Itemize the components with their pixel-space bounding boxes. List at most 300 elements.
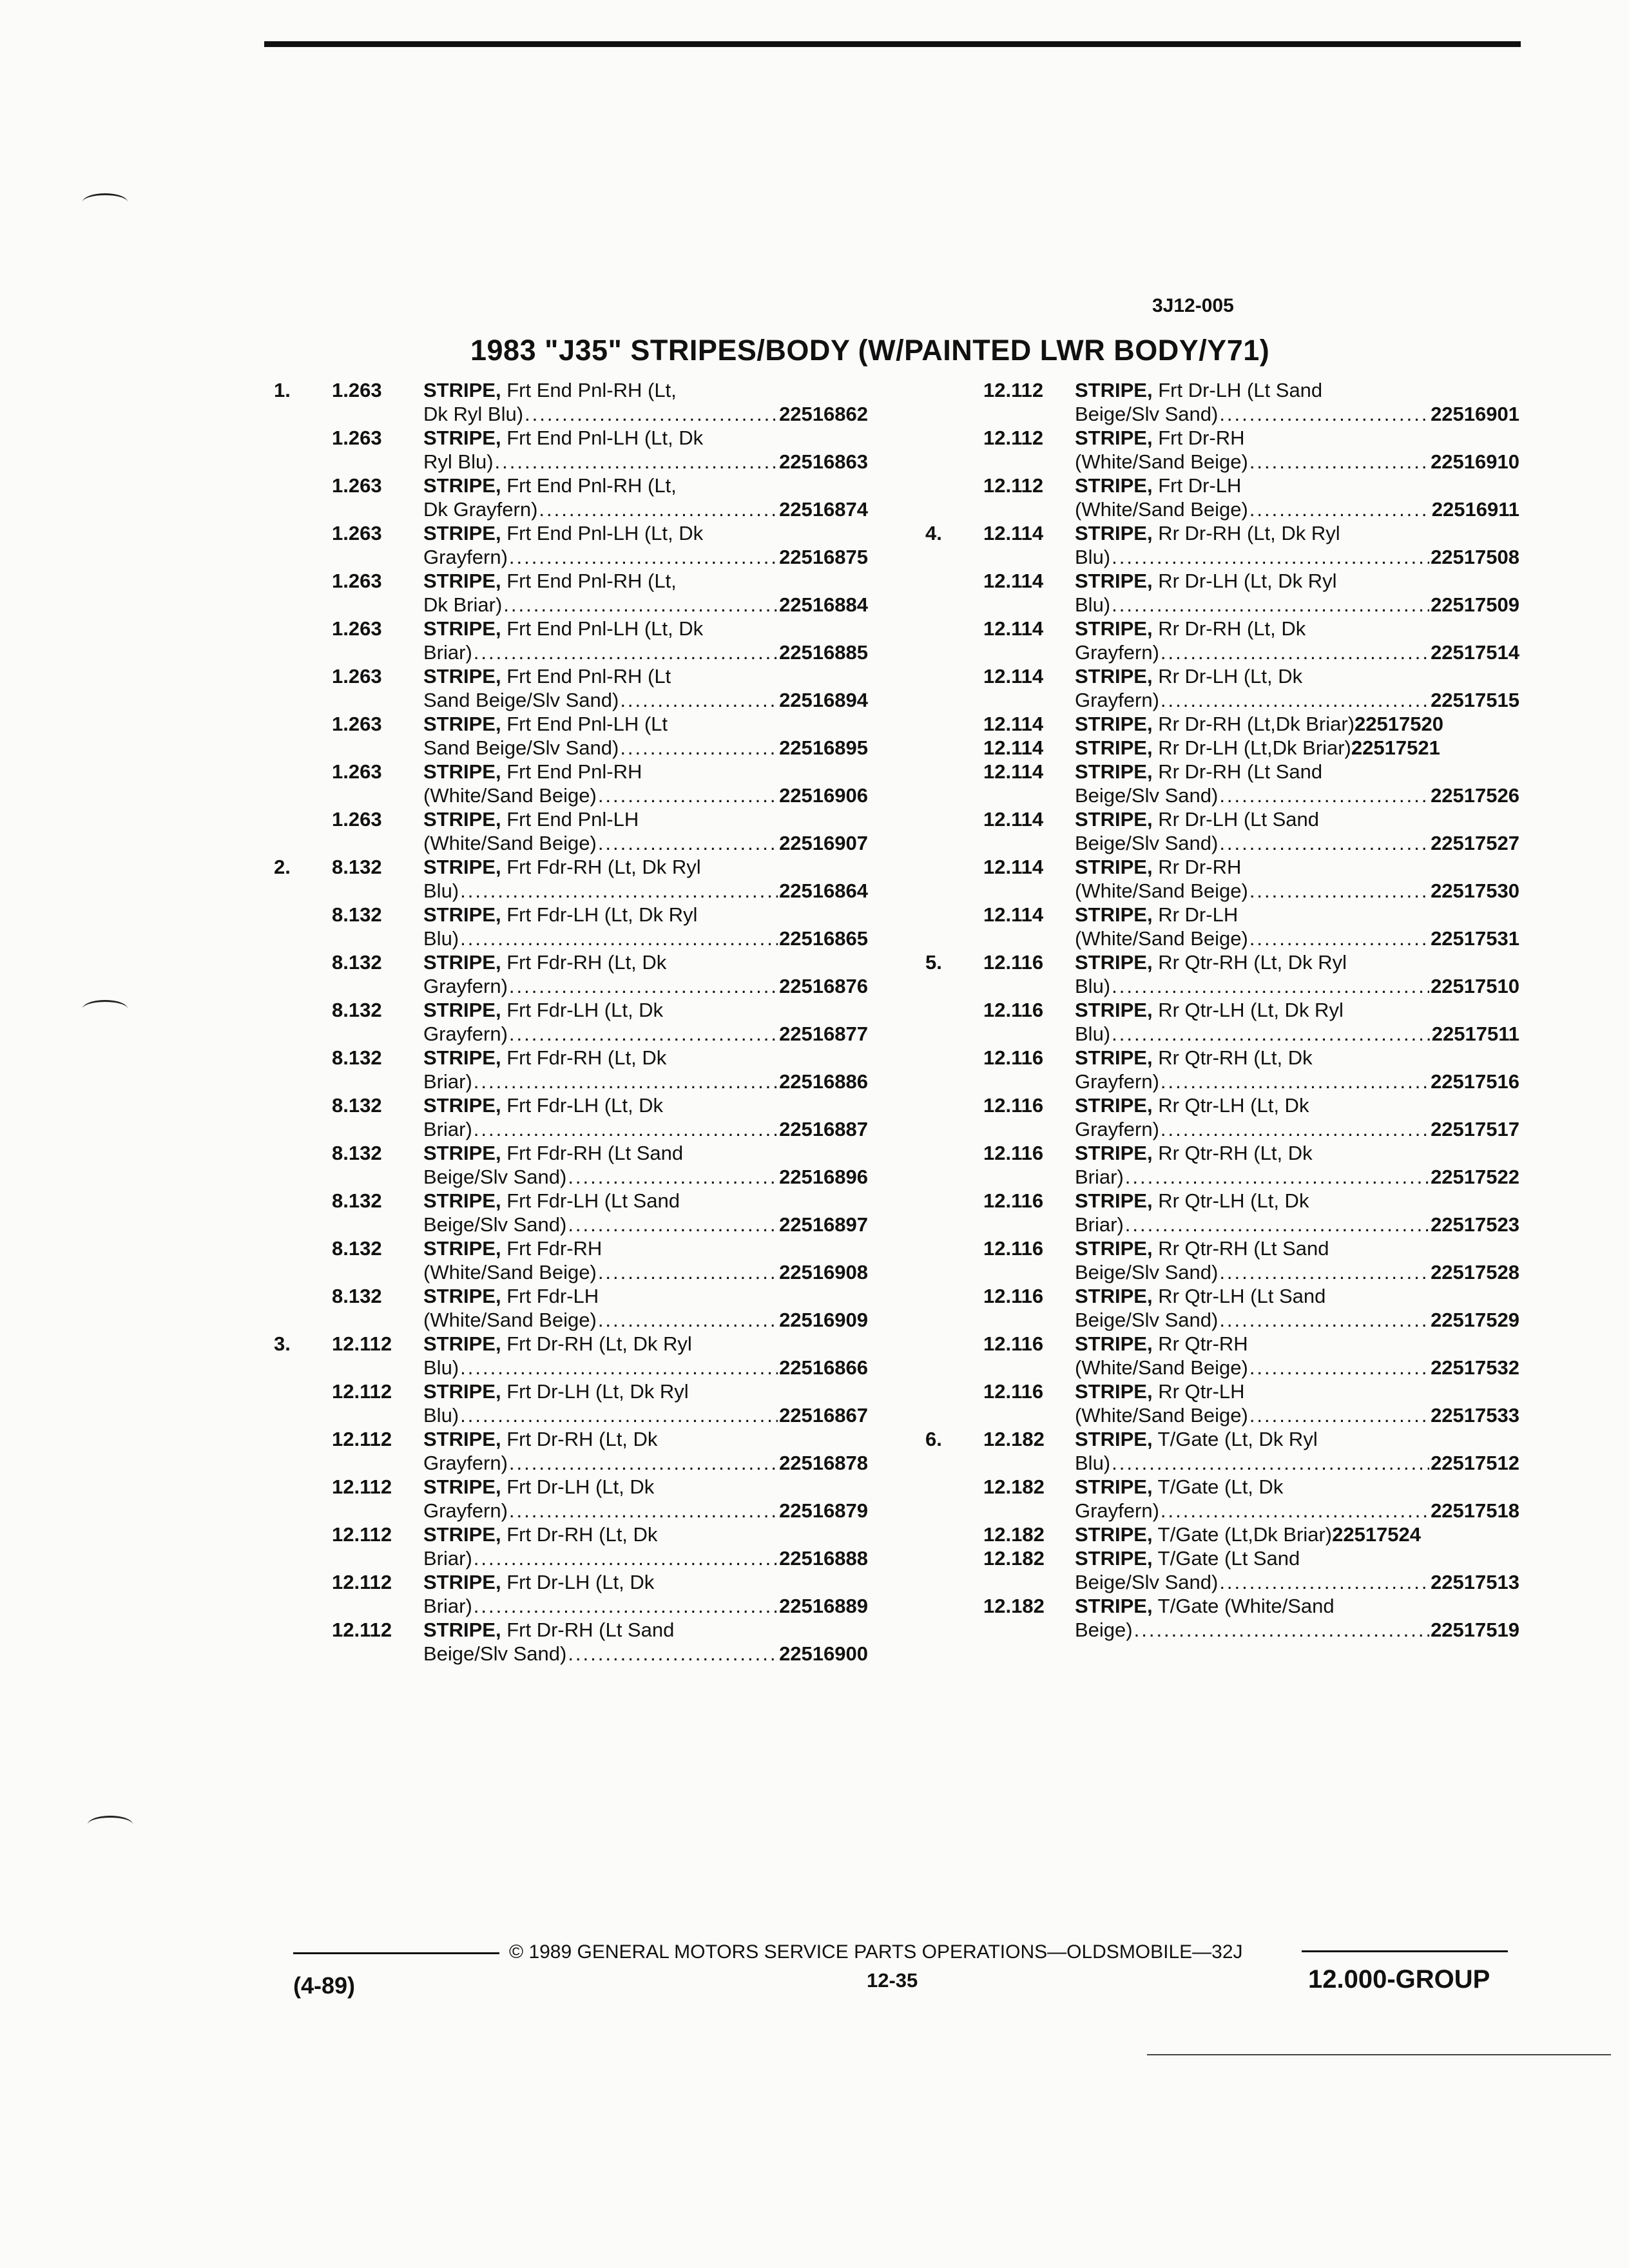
description-continued: Blu)	[423, 879, 459, 902]
part-name: STRIPE,	[423, 1571, 501, 1593]
parts-row	[274, 426, 892, 474]
parts-row	[925, 617, 1544, 664]
description-line	[423, 1403, 868, 1427]
part-name: STRIPE,	[1075, 1595, 1153, 1617]
description	[423, 521, 784, 545]
parts-row	[274, 569, 892, 617]
dot-leader	[509, 545, 778, 569]
description	[1075, 1523, 1332, 1546]
callout-number: 1.	[274, 379, 291, 401]
description-line	[423, 1165, 868, 1189]
description	[423, 903, 784, 927]
description	[423, 1379, 784, 1403]
part-number: 22516895	[779, 736, 868, 759]
description-text: T/Gate (Lt, Dk	[1157, 1475, 1284, 1498]
part-name: STRIPE,	[423, 1046, 501, 1069]
description	[423, 1475, 784, 1499]
description-line	[423, 640, 868, 664]
part-name: STRIPE,	[1075, 808, 1153, 831]
part-name: STRIPE,	[1075, 617, 1153, 640]
parts-row	[925, 426, 1544, 474]
dot-leader	[1112, 1022, 1431, 1046]
part-number: 22516901	[1431, 403, 1519, 425]
description	[1075, 1046, 1436, 1070]
parts-row	[274, 1523, 892, 1570]
part-number: 22516894	[779, 689, 868, 711]
description-line	[423, 688, 868, 712]
description-text: Frt Dr-RH (Lt, Dk Ryl	[506, 1332, 692, 1355]
description-text: Frt Fdr-LH (Lt, Dk Ryl	[506, 903, 698, 926]
description-continued: Beige/Slv Sand)	[423, 1166, 567, 1188]
description-line	[1075, 640, 1519, 664]
part-name: STRIPE,	[1075, 999, 1153, 1021]
parts-row	[274, 378, 892, 426]
description-line	[1075, 497, 1519, 521]
dot-leader	[1219, 1308, 1429, 1332]
part-number: 22516862	[779, 403, 868, 425]
description-text: Rr Dr-LH	[1158, 903, 1239, 926]
parts-row	[274, 1236, 892, 1284]
parts-row	[274, 1427, 892, 1475]
description-text: Frt Dr-RH (Lt, Dk	[506, 1523, 658, 1546]
dot-leader	[1219, 831, 1429, 855]
parts-row	[925, 664, 1544, 712]
part-name: STRIPE,	[1075, 713, 1153, 735]
parts-row	[274, 1379, 892, 1427]
description-continued: Grayfern)	[423, 1452, 508, 1474]
parts-row	[274, 1475, 892, 1523]
dot-leader	[1249, 1403, 1429, 1427]
parts-row	[274, 807, 892, 855]
part-number: 22517509	[1431, 593, 1519, 616]
description-continued: Sand Beige/Slv Sand)	[423, 736, 619, 759]
part-name: STRIPE,	[1075, 1332, 1153, 1355]
figure-number: 12.182	[983, 1547, 1045, 1570]
description-text: Rr Qtr-RH (Lt, Dk	[1158, 1142, 1313, 1164]
part-name: STRIPE,	[423, 617, 501, 640]
part-number: 22517522	[1431, 1166, 1519, 1188]
parts-row	[274, 1141, 892, 1189]
description-line	[423, 736, 868, 760]
description	[1075, 998, 1436, 1022]
description-line	[1075, 712, 1519, 736]
parts-row	[925, 521, 1544, 569]
description	[1075, 1475, 1436, 1499]
part-name: STRIPE,	[1075, 379, 1153, 401]
description-text: Frt End Pnl-LH	[506, 808, 639, 831]
figure-number: 12.114	[983, 713, 1044, 735]
part-number: 22517516	[1431, 1070, 1519, 1093]
description-line	[423, 545, 868, 569]
description-text: Frt End Pnl-RH (Lt,	[506, 474, 677, 497]
description	[423, 712, 784, 736]
part-number: 22516875	[779, 546, 868, 568]
part-name: STRIPE,	[423, 1332, 501, 1355]
description-text: Frt End Pnl-RH (Lt	[506, 665, 671, 687]
description	[1075, 1189, 1436, 1213]
part-name: STRIPE,	[423, 570, 501, 592]
description	[1075, 1594, 1436, 1618]
description-line	[1075, 402, 1519, 426]
description-continued: (White/Sand Beige)	[1075, 1356, 1248, 1379]
description-line	[423, 402, 868, 426]
description-line	[1075, 1499, 1519, 1523]
description-text: Rr Qtr-RH	[1158, 1332, 1248, 1355]
description-text: Frt Dr-LH (Lt, Dk Ryl	[506, 1380, 689, 1403]
part-name: STRIPE,	[423, 951, 501, 974]
part-name: STRIPE,	[423, 1428, 501, 1450]
description-line	[423, 1308, 868, 1332]
part-number: 22517513	[1431, 1571, 1519, 1593]
description-text: Frt Fdr-RH (Lt, Dk Ryl	[506, 856, 701, 878]
part-number: 22517512	[1431, 1452, 1519, 1474]
description-line	[423, 1070, 868, 1093]
parts-row	[925, 1546, 1544, 1594]
description-text: Frt End Pnl-LH (Lt	[506, 713, 668, 735]
description-continued: Ryl Blu)	[423, 450, 494, 473]
description	[423, 617, 784, 640]
figure-number: 12.116	[983, 1046, 1044, 1069]
part-name: STRIPE,	[423, 474, 501, 497]
description-continued: (White/Sand Beige)	[1075, 879, 1248, 902]
description-line	[423, 927, 868, 950]
parts-row	[925, 950, 1544, 998]
description-line	[1075, 1213, 1519, 1236]
description-line	[423, 974, 868, 998]
description-continued: (White/Sand Beige)	[1075, 927, 1248, 950]
figure-number: 12.112	[332, 1571, 392, 1593]
description-text: Frt End Pnl-LH (Lt, Dk	[506, 427, 704, 449]
dot-leader	[503, 593, 778, 617]
part-number: 22517530	[1431, 879, 1519, 902]
figure-number: 8.132	[332, 903, 382, 926]
part-number: 22517520	[1354, 713, 1443, 735]
description-text: Frt Dr-LH	[1158, 474, 1242, 497]
figure-number: 12.114	[983, 570, 1044, 592]
part-name: STRIPE,	[1075, 951, 1153, 974]
figure-number: 12.116	[983, 1189, 1044, 1212]
part-name: STRIPE,	[423, 903, 501, 926]
margin-mark	[82, 193, 128, 211]
description-text: Rr Qtr-LH (Lt, Dk Ryl	[1158, 999, 1344, 1021]
description-text: Rr Qtr-RH (Lt Sand	[1158, 1237, 1329, 1260]
margin-mark	[82, 1000, 128, 1017]
parts-row	[274, 664, 892, 712]
description-line	[1075, 1618, 1519, 1642]
part-name: STRIPE,	[423, 1237, 501, 1260]
description-line	[1075, 736, 1519, 760]
figure-number: 12.182	[983, 1428, 1045, 1450]
description-continued: Briar)	[1075, 1166, 1124, 1188]
dot-leader	[1249, 879, 1429, 903]
part-number: 22517533	[1431, 1404, 1519, 1427]
description-continued: Beige/Slv Sand)	[1075, 403, 1219, 425]
description	[423, 1093, 784, 1117]
dot-leader	[509, 1499, 778, 1523]
part-name: STRIPE,	[423, 1475, 501, 1498]
description	[1075, 1236, 1436, 1260]
description-line	[423, 1642, 868, 1666]
dot-leader	[460, 927, 778, 950]
part-number: 22516896	[779, 1166, 868, 1188]
description-continued: Briar)	[423, 1118, 472, 1140]
description	[423, 1618, 784, 1642]
part-number: 22517508	[1431, 546, 1519, 568]
part-number: 22517510	[1431, 975, 1519, 997]
description-text: Rr Dr-RH (Lt, Dk	[1158, 617, 1306, 640]
description-line	[423, 1451, 868, 1475]
dot-leader	[568, 1642, 778, 1666]
dot-leader	[568, 1165, 778, 1189]
dot-leader	[509, 1022, 778, 1046]
dot-leader	[460, 1403, 778, 1427]
figure-number: 1.263	[332, 617, 382, 640]
part-number: 22516874	[779, 498, 868, 521]
footer-rule-right	[1302, 1950, 1508, 1952]
part-name: STRIPE,	[1075, 1142, 1153, 1164]
description-text: Frt End Pnl-LH (Lt, Dk	[506, 522, 704, 544]
description-continued: Briar)	[1075, 1213, 1124, 1236]
part-number: 22516886	[779, 1070, 868, 1093]
part-name: STRIPE,	[1075, 1523, 1153, 1546]
description-text: Frt End Pnl-RH (Lt,	[506, 570, 677, 592]
description	[1075, 1332, 1436, 1356]
description-line	[1075, 1117, 1519, 1141]
parts-row	[925, 1427, 1544, 1475]
figure-number: 1.263	[332, 474, 382, 497]
description-text: Frt Fdr-RH (Lt, Dk	[506, 951, 667, 974]
description-text: Frt Fdr-LH (Lt, Dk	[506, 1094, 664, 1117]
figure-number: 12.112	[332, 1380, 392, 1403]
figure-number: 8.132	[332, 951, 382, 974]
parts-row	[274, 998, 892, 1046]
dot-leader	[598, 1260, 778, 1284]
dot-leader	[568, 1213, 778, 1236]
part-name: STRIPE,	[1075, 427, 1153, 449]
parts-row	[925, 378, 1544, 426]
margin-mark	[88, 1816, 133, 1833]
part-number: 22516906	[779, 784, 868, 807]
dot-leader	[1249, 927, 1429, 950]
parts-row	[925, 1475, 1544, 1523]
description-text: Rr Qtr-LH (Lt Sand	[1158, 1285, 1326, 1307]
part-number: 22517514	[1431, 641, 1519, 664]
figure-number: 12.112	[332, 1619, 392, 1641]
figure-number: 12.114	[983, 522, 1044, 544]
description	[1075, 426, 1436, 450]
description-line	[423, 1213, 868, 1236]
parts-row	[925, 998, 1544, 1046]
description-line	[423, 831, 868, 855]
description-continued: Dk Ryl Blu)	[423, 403, 524, 425]
part-number: 22516878	[779, 1452, 868, 1474]
part-number: 22516866	[779, 1356, 868, 1379]
part-number: 22517528	[1431, 1261, 1519, 1283]
part-name: STRIPE,	[423, 665, 501, 687]
part-number: 22516879	[779, 1499, 868, 1522]
callout-number: 5.	[925, 951, 942, 974]
part-number: 22516877	[779, 1023, 868, 1045]
dot-leader	[474, 1117, 778, 1141]
parts-row	[274, 521, 892, 569]
description	[423, 1523, 784, 1546]
page-title: 1983 "J35" STRIPES/BODY (W/PAINTED LWR BODY/Y71)	[470, 334, 1270, 367]
parts-row	[925, 1523, 1544, 1546]
figure-number: 1.263	[332, 713, 382, 735]
parts-row	[925, 1141, 1544, 1189]
figure-number: 12.112	[332, 1523, 392, 1546]
description-continued: Beige/Slv Sand)	[1075, 1571, 1219, 1593]
callout-number: 3.	[274, 1332, 291, 1355]
figure-number: 8.132	[332, 1285, 382, 1307]
figure-number: 12.116	[983, 1142, 1044, 1164]
figure-number: 12.116	[983, 999, 1044, 1021]
part-name: STRIPE,	[1075, 1475, 1153, 1498]
parts-row	[925, 1379, 1544, 1427]
description-continued: Blu)	[1075, 1023, 1111, 1045]
description-continued: Grayfern)	[423, 546, 508, 568]
dot-leader	[1112, 545, 1429, 569]
description	[423, 807, 784, 831]
dot-leader	[474, 1594, 778, 1618]
parts-row	[925, 760, 1544, 807]
parts-row	[274, 1093, 892, 1141]
description-continued: Beige/Slv Sand)	[1075, 1309, 1219, 1331]
part-name: STRIPE,	[1075, 474, 1153, 497]
part-name: STRIPE,	[1075, 522, 1153, 544]
description	[423, 1284, 784, 1308]
part-number: 22516911	[1431, 498, 1519, 521]
description-line	[1075, 545, 1519, 569]
dot-leader	[1112, 593, 1429, 617]
description-continued: Blu)	[423, 1404, 459, 1427]
description-continued: Grayfern)	[1075, 1499, 1159, 1522]
description	[1075, 1141, 1436, 1165]
description	[1075, 712, 1354, 736]
figure-number: 1.263	[332, 808, 382, 831]
figure-number: 8.132	[332, 1142, 382, 1164]
figure-number: 12.114	[983, 856, 1044, 878]
parts-row	[274, 950, 892, 998]
description-line	[1075, 1356, 1519, 1379]
description-line	[1075, 927, 1519, 950]
description-line	[423, 593, 868, 617]
description-line	[1075, 1260, 1519, 1284]
part-name: STRIPE,	[1075, 856, 1153, 878]
part-number: 22516885	[779, 641, 868, 664]
description	[423, 1236, 784, 1260]
figure-number: 12.116	[983, 1285, 1044, 1307]
description-continued: Beige/Slv Sand)	[423, 1642, 567, 1665]
parts-row	[274, 855, 892, 903]
figure-number: 12.114	[983, 808, 1044, 831]
figure-number: 12.116	[983, 1380, 1044, 1403]
part-name: STRIPE,	[423, 713, 501, 735]
description-text: Rr Qtr-LH (Lt, Dk	[1158, 1189, 1309, 1212]
description	[423, 1570, 784, 1594]
figure-number: 12.112	[332, 1475, 392, 1498]
dot-leader	[620, 736, 778, 760]
parts-row	[925, 1594, 1544, 1642]
dot-leader	[1112, 1451, 1429, 1475]
description-line	[1075, 1308, 1519, 1332]
figure-number: 1.263	[332, 427, 382, 449]
description	[423, 855, 784, 879]
dot-leader	[1134, 1618, 1429, 1642]
parts-row	[274, 1618, 892, 1666]
figure-number: 12.114	[983, 760, 1044, 783]
description-text: Frt End Pnl-RH (Lt,	[506, 379, 677, 401]
description	[1075, 617, 1436, 640]
footer-page-number: 12-35	[867, 1969, 918, 1992]
description-continued: Dk Grayfern)	[423, 498, 538, 521]
dot-leader	[474, 1070, 778, 1093]
description-continued: (White/Sand Beige)	[423, 1309, 597, 1331]
parts-row	[274, 474, 892, 521]
description-text: Rr Dr-LH (Lt, Dk	[1158, 665, 1303, 687]
description-line	[1075, 1070, 1519, 1093]
description-line	[423, 1356, 868, 1379]
footer-date: (4-89)	[293, 1972, 356, 1999]
part-name: STRIPE,	[1075, 1285, 1153, 1307]
dot-leader	[1112, 974, 1429, 998]
parts-row	[925, 903, 1544, 950]
dot-leader	[509, 1451, 778, 1475]
figure-number: 8.132	[332, 1094, 382, 1117]
description	[423, 378, 784, 402]
part-number: 22516897	[779, 1213, 868, 1236]
description-line	[423, 1499, 868, 1523]
description-text: Frt Dr-LH (Lt Sand	[1158, 379, 1323, 401]
description-text: Frt Dr-RH (Lt Sand	[506, 1619, 675, 1641]
figure-number: 1.263	[332, 379, 382, 401]
description	[423, 426, 784, 450]
description-continued: Briar)	[423, 1595, 472, 1617]
part-name: STRIPE,	[1075, 1547, 1153, 1570]
part-name: STRIPE,	[1075, 760, 1153, 783]
description-text: Frt Fdr-LH (Lt Sand	[506, 1189, 680, 1212]
description-continued: Grayfern)	[1075, 641, 1159, 664]
part-name: STRIPE,	[423, 427, 501, 449]
figure-number: 12.114	[983, 903, 1044, 926]
dot-leader	[474, 1546, 778, 1570]
figure-number: 12.114	[983, 665, 1044, 687]
dot-leader	[495, 450, 778, 474]
description-continued: (White/Sand Beige)	[423, 784, 597, 807]
part-number: 22516887	[779, 1118, 868, 1140]
description-line	[1075, 1165, 1519, 1189]
left-parts-column	[274, 378, 892, 1666]
part-number: 22517531	[1431, 927, 1519, 950]
part-number: 22517532	[1431, 1356, 1519, 1379]
part-name: STRIPE,	[423, 856, 501, 878]
dot-leader	[620, 688, 778, 712]
description-text: Rr Dr-RH (Lt Sand	[1158, 760, 1323, 783]
description-continued: Blu)	[1075, 546, 1111, 568]
description	[1075, 855, 1436, 879]
part-number: 22517519	[1431, 1619, 1519, 1641]
part-name: STRIPE,	[423, 1142, 501, 1164]
description	[1075, 736, 1351, 760]
figure-number: 1.263	[332, 570, 382, 592]
dot-leader	[1125, 1213, 1429, 1236]
description	[423, 1141, 784, 1165]
description	[1075, 760, 1436, 783]
parts-row	[925, 855, 1544, 903]
description	[1075, 474, 1436, 497]
description-continued: Beige/Slv Sand)	[1075, 1261, 1219, 1283]
part-name: STRIPE,	[423, 1285, 501, 1307]
